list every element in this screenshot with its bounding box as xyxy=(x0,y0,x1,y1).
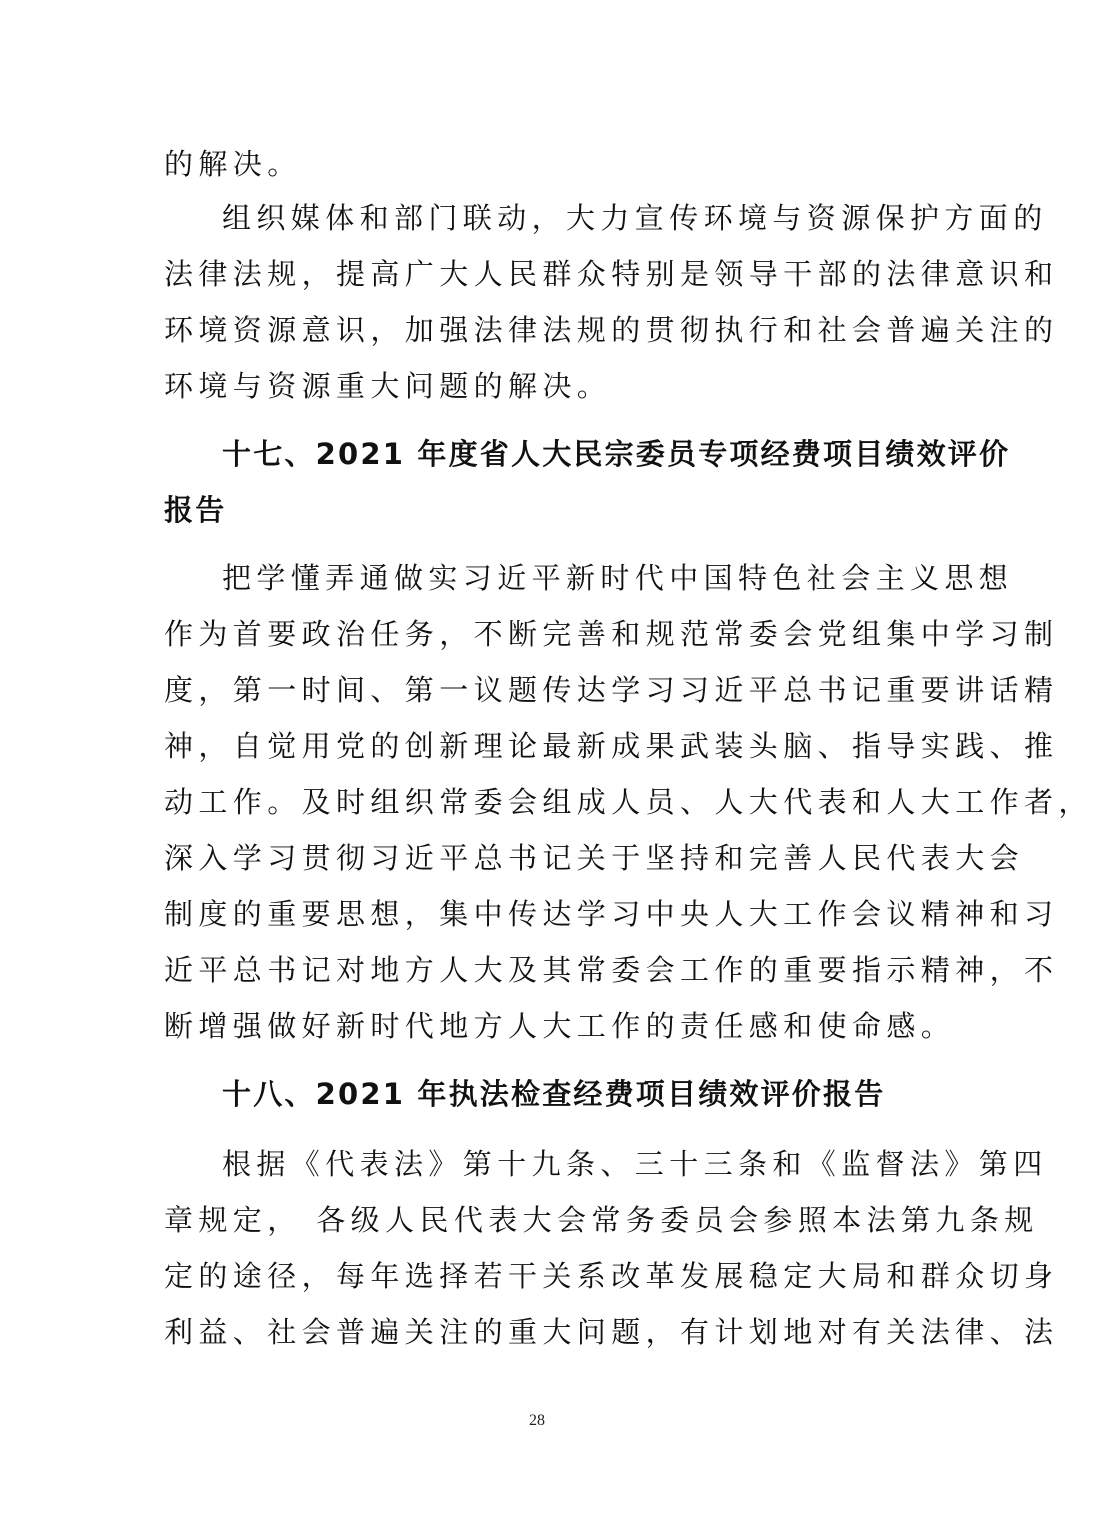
body-text-line: 组织媒体和部门联动，大力宣传环境与资源保护方面的 xyxy=(222,201,1048,235)
body-text-line: 断增强做好新时代地方人大工作的责任感和使命感。 xyxy=(164,1009,956,1043)
body-text-line: 度，第一时间、第一议题传达学习习近平总书记重要讲话精 xyxy=(164,673,1059,707)
body-text-line: 法律法规，提高广大人民群众特别是领导干部的法律意识和 xyxy=(164,257,1059,291)
section-heading: 十七、2021 年度省人大民宗委员专项经费项目绩效评价 xyxy=(222,437,1011,471)
body-text-line: 根据《代表法》第十九条、三十三条和《监督法》第四 xyxy=(222,1147,1048,1181)
body-text-line: 环境与资源重大问题的解决。 xyxy=(164,369,612,403)
body-text-line: 动工作。及时组织常委会组成人员、人大代表和人大工作者， xyxy=(164,785,1093,819)
body-text-line: 章规定， 各级人民代表大会常务委员会参照本法第九条规 xyxy=(164,1203,1039,1237)
body-text-line: 利益、社会普遍关注的重大问题，有计划地对有关法律、法 xyxy=(164,1315,1059,1349)
body-text-line: 神，自觉用党的创新理论最新成果武装头脑、指导实践、推 xyxy=(164,729,1059,763)
body-text-line: 深入学习贯彻习近平总书记关于坚持和完善人民代表大会 xyxy=(164,841,1025,875)
section-heading: 十八、2021 年执法检查经费项目绩效评价报告 xyxy=(222,1077,886,1111)
body-text-line: 近平总书记对地方人大及其常委会工作的重要指示精神，不 xyxy=(164,953,1059,987)
body-text-line: 制度的重要思想，集中传达学习中央人大工作会议精神和习 xyxy=(164,897,1059,931)
body-text-line: 把学懂弄通做实习近平新时代中国特色社会主义思想 xyxy=(222,561,1014,595)
body-text-line: 环境资源意识，加强法律法规的贯彻执行和社会普遍关注的 xyxy=(164,313,1059,347)
body-text-line: 的解决。 xyxy=(164,147,302,181)
body-text-line: 作为首要政治任务，不断完善和规范常委会党组集中学习制 xyxy=(164,617,1059,651)
page-number: 28 xyxy=(529,1412,545,1429)
section-heading-continued: 报告 xyxy=(164,493,227,527)
body-text-line: 定的途径，每年选择若干关系改革发展稳定大局和群众切身 xyxy=(164,1259,1059,1293)
